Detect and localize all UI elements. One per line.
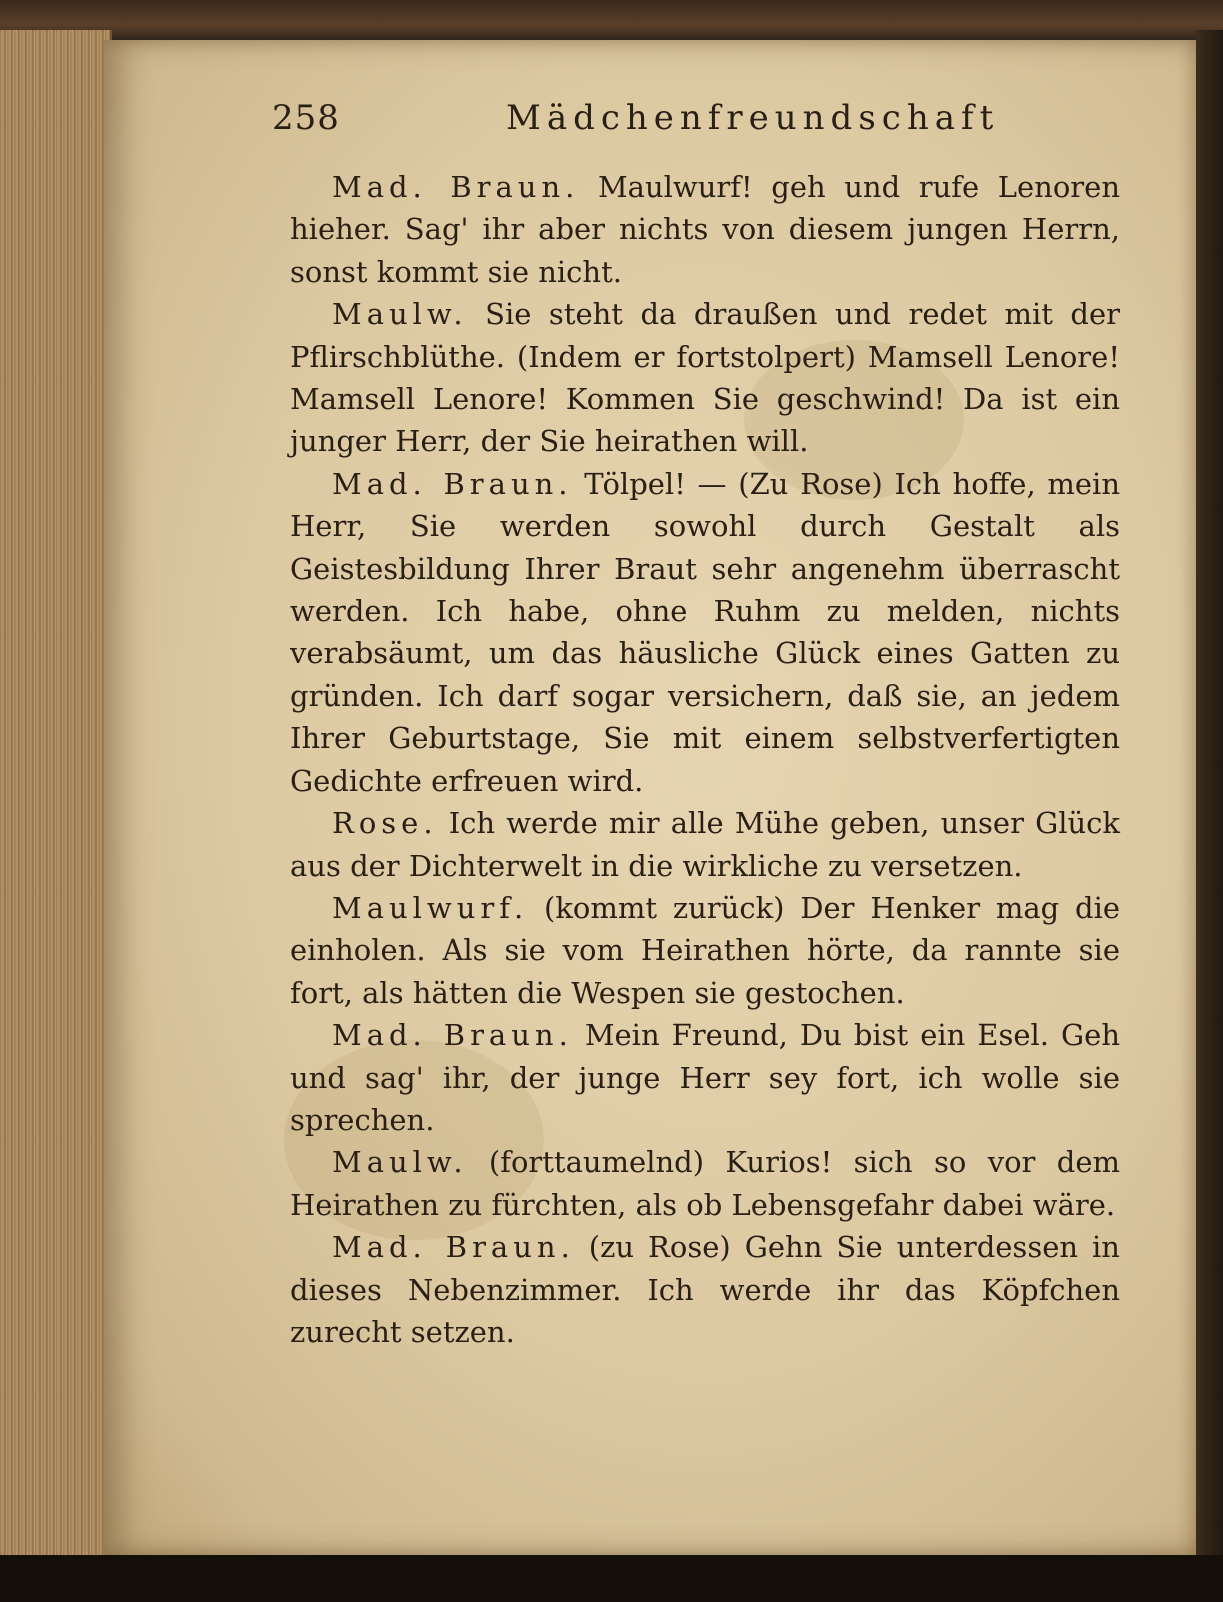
speaker-name: Mad. Braun. [332,170,580,204]
body-text [290,166,1120,1353]
dialogue-paragraph [290,293,1120,463]
dialogue-paragraph [290,802,1120,887]
running-title: Mädchenfreundschaft [506,98,1000,138]
page-number: 258 [272,98,340,138]
dialogue-text: Sie steht da draußen und redet mit der Pflirschblüthe. (Indem er fortstolpert) Mamsell Lenore! Mamsell Lenore! Kommen Sie geschwind! Da ist ein junger Herr, der Sie heirathen will. [290,297,1120,459]
dialogue-text: (forttaumelnd) Kurios! sich so vor dem Heirathen zu fürchten, als ob Lebensgefahr dabei wäre. [290,1145,1120,1222]
speaker-name: Mad. Braun. [332,1018,573,1053]
book-cover-edge [1196,30,1223,1560]
dialogue-paragraph [290,463,1120,802]
dialogue-text: Maulwurf! geh und rufe Lenoren hieher. Sag' ihr aber nichts von diesem jungen Herrn, sonst kommt sie nicht. [290,170,1121,289]
dialogue-text: Mein Freund, Du bist ein Esel. Geh und sag' ihr, der junge Herr sey fort, ich wolle sie sprechen. [290,1018,1121,1137]
dialogue-text: (kommt zurück) Der Henker mag die einholen. Als sie vom Heirathen hörte, da rannte sie fort, als hätten die Wespen sie gestochen. [290,890,1121,1010]
book-top-edge [0,0,1223,42]
page-stack-edge [0,30,112,1560]
dialogue-paragraph [290,887,1120,1014]
dialogue-text: Tölpel! — (Zu Rose) Ich hoffe, mein Herr, Sie werden sowohl durch Gestalt als Geistesbildung Ihrer Braut sehr angenehm überrascht werden. Ich habe, ohne Ruhm zu melden, nichts verabsäumt, um das häusliche Glück eines Gatten zu gründen. Ich darf sogar versichern, daß sie, an jedem Ihrer Geburtstage, Sie mit einem selbstverfertigten Gedichte erfreuen wird. [290,466,1121,798]
page-header [272,98,1000,148]
dialogue-text: Ich werde mir alle Mühe geben, unser Glück aus der Dichterwelt in die wirkliche zu versetzen. [290,806,1120,883]
dialogue-text: (zu Rose) Gehn Sie unterdessen in dieses Nebenzimmer. Ich werde ihr das Köpfchen zurecht setzen. [290,1230,1120,1349]
dialogue-paragraph [290,1141,1120,1226]
dialogue-paragraph [290,166,1120,293]
speaker-name: Mad. Braun. [332,1230,575,1265]
speaker-name: Maulwurf. [332,890,529,925]
speaker-name: Maulw. [332,1145,468,1180]
dialogue-paragraph [290,1014,1120,1141]
speaker-name: Rose. [332,806,438,841]
speaker-name: Maulw. [332,297,468,332]
speaker-name: Mad. Braun. [332,466,573,501]
book-bottom-edge [0,1555,1223,1602]
dialogue-paragraph [290,1226,1120,1353]
